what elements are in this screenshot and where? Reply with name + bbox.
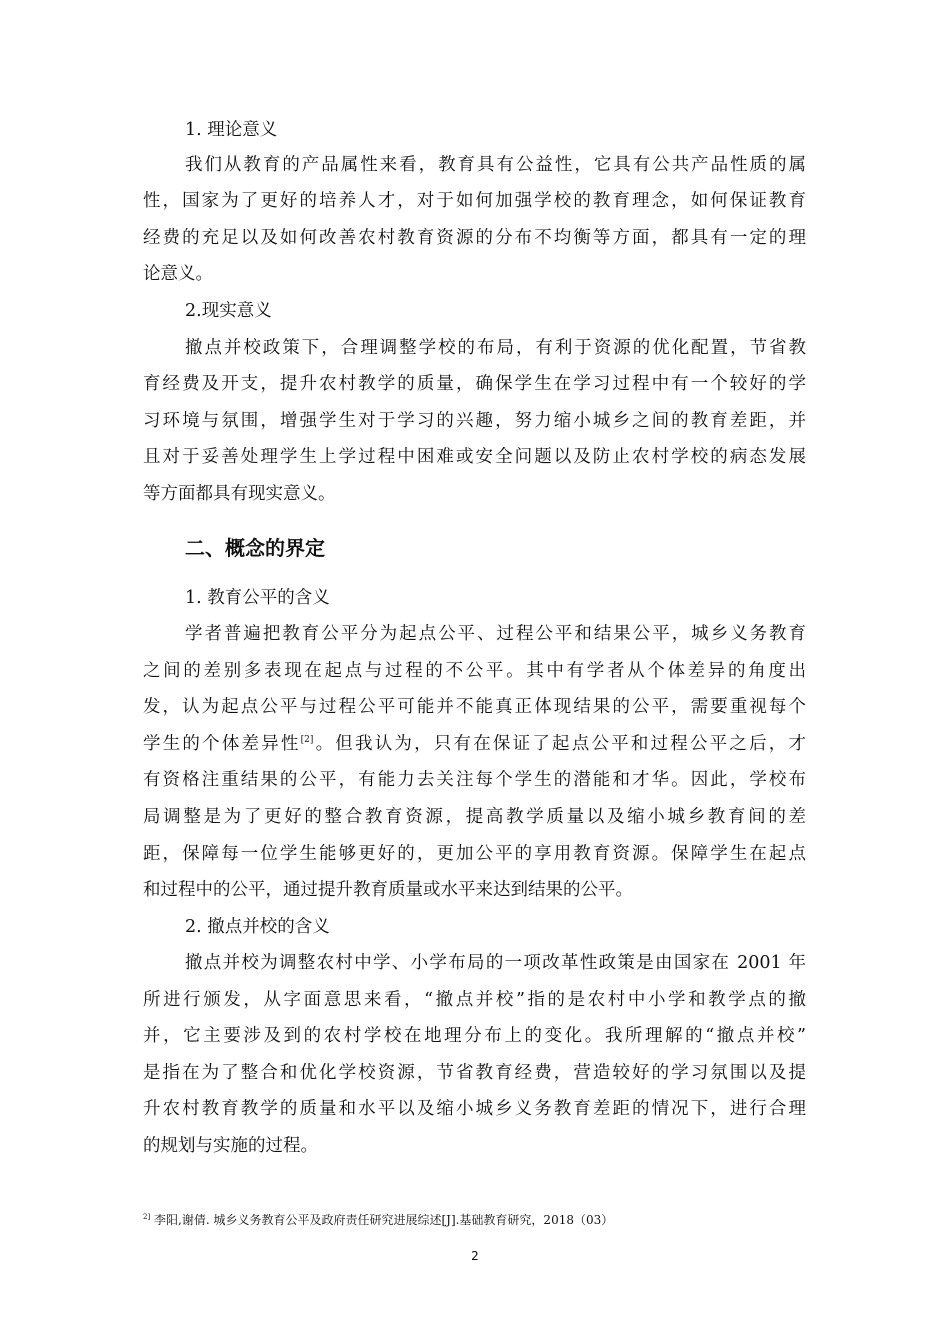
paragraph-line: 经费的充足以及如何改善农村教育资源的分布不均衡等方面，都具有一定的理 — [143, 228, 806, 248]
paragraph-line-with-citation — [143, 732, 806, 756]
paragraph-line: 性，国家为了更好的培养人才，对于如何加强学校的教育理念，如何保证教育 — [143, 191, 806, 211]
footnote — [143, 1212, 613, 1228]
paragraph-line: 习环境与氛围，增强学生对于学习的兴趣，努力缩小城乡之间的教育差距，并 — [143, 411, 806, 431]
subheading-theoretical: 1. 理论意义 — [185, 120, 278, 140]
paragraph-line: 发，认为起点公平与过程公平可能并不能真正体现结果的公平，需要重视每个 — [143, 697, 806, 717]
paragraph-line: 和过程中的公平，通过提升教育质量或水平来达到结果的公平。 — [143, 880, 633, 900]
paragraph-line: 论意义。 — [143, 264, 213, 284]
paragraph-line: 且对于妥善处理学生上学过程中困难或安全问题以及防止农村学校的病态发展 — [143, 447, 806, 467]
paragraph-line: 之间的差别多表现在起点与过程的不公平。其中有学者从个体差异的角度出 — [143, 661, 806, 681]
paragraph-line: 是指在为了整合和优化学校资源，节省教育经费，营造较好的学习氛围以及提 — [143, 1063, 806, 1083]
subheading-practical: 2.现实意义 — [185, 301, 272, 321]
page-number: 2 — [471, 1249, 479, 1263]
paragraph-line: 等方面都具有现实意义。 — [143, 484, 336, 504]
paragraph-text: 。但我认为，只有在保证了起点公平和过程公平之后，才 — [313, 734, 807, 754]
subheading-education-equity: 1. 教育公平的含义 — [185, 588, 330, 608]
paragraph-line: 的规划与实施的过程。 — [143, 1136, 318, 1156]
paragraph-line: 并，它主要涉及到的农村学校在地理分布上的变化。我所理解的“撤点并校” — [143, 1026, 806, 1046]
paragraph-line: 局调整是为了更好的整合教育资源，提高教学质量以及缩小城乡教育间的差 — [143, 807, 806, 827]
paragraph-line: 撤点并校政策下，合理调整学校的布局，有利于资源的优化配置，节省教 — [185, 338, 806, 358]
paragraph-line: 升农村教育教学的质量和水平以及缩小城乡义务教育差距的情况下，进行合理 — [143, 1099, 806, 1119]
paragraph-line: 育经费及开支，提升农村教学的质量，确保学生在学习过程中有一个较好的学 — [143, 374, 806, 394]
chapter-heading: 二、概念的界定 — [185, 536, 325, 560]
paragraph-line: 我们从教育的产品属性来看，教育具有公益性，它具有公共产品性质的属 — [185, 155, 806, 175]
footnote-marker: 2] — [143, 1213, 151, 1221]
footnote-text: 李阳,谢倩. 城乡义务教育公平及政府责任研究进展综述[J].基础教育研究，2018（03） — [150, 1213, 614, 1227]
subheading-school-merger: 2. 撤点并校的含义 — [185, 917, 330, 937]
paragraph-line: 所进行颁发，从字面意思来看，“撤点并校”指的是农村中小学和教学点的撤 — [143, 990, 806, 1010]
paragraph-line: 撤点并校为调整农村中学、小学布局的一项改革性政策是由国家在 2001 年 — [185, 953, 806, 973]
paragraph-line: 有资格注重结果的公平，有能力去关注每个学生的潜能和才华。因此，学校布 — [143, 770, 806, 790]
paragraph-line: 距，保障每一位学生能够更好的，更加公平的享用教育资源。保障学生在起点 — [143, 844, 806, 864]
citation-marker: [2] — [300, 735, 314, 746]
paragraph-text: 学生的个体差异性 — [143, 734, 301, 754]
paragraph-line: 学者普遍把教育公平分为起点公平、过程公平和结果公平，城乡义务教育 — [185, 624, 806, 644]
